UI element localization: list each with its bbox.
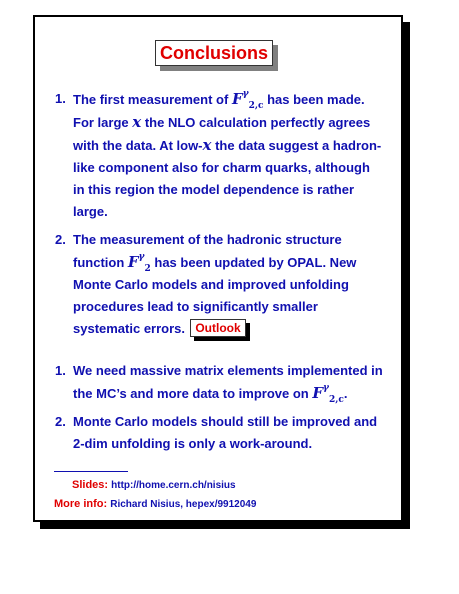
title-box <box>155 40 273 66</box>
math-base: F <box>312 384 323 402</box>
math-f2 <box>127 252 151 274</box>
outlook-title: Outlook <box>190 319 246 337</box>
list-item <box>55 88 385 223</box>
math-sub: 2,c <box>248 101 264 111</box>
footer-divider <box>54 471 128 472</box>
list-item <box>55 360 385 405</box>
slide-title: Conclusions <box>155 40 273 66</box>
item-text: the NLO calculation perfectly agrees with the data. At low- <box>73 115 371 153</box>
item-number: 2. <box>55 414 66 429</box>
item-text: The measurement of the hadronic structure function <box>73 232 342 270</box>
outlook-box <box>190 319 246 337</box>
list-item <box>55 411 385 455</box>
slides-link[interactable]: http://home.cern.ch/nisius <box>111 480 236 491</box>
item-text: We need massive matrix elements implemented in the MC’s and more data to improve on <box>73 363 383 401</box>
math-base: F <box>127 253 139 271</box>
outlook-list <box>55 360 385 461</box>
math-sup: γ <box>323 383 329 393</box>
more-info-label: More info: <box>54 498 108 510</box>
slides-line <box>72 479 236 491</box>
item-text: The first measurement of <box>73 92 229 107</box>
item-text: has been updated by OPAL. New Monte Carlo models and improved unfolding procedures lead to significantly smaller systematic errors. <box>73 255 357 336</box>
item-number: 1. <box>55 363 66 378</box>
math-x: x <box>202 136 212 154</box>
math-sup: γ <box>242 89 249 99</box>
slides-label: Slides: <box>72 479 109 491</box>
item-number: 1. <box>55 91 66 106</box>
item-text: the data suggest a hadron-like component also for charm quarks, although in this region the model dependence is rather large. <box>73 138 382 219</box>
math-f2c <box>231 89 264 111</box>
math-base: F <box>231 90 243 108</box>
item-text: Monte Carlo models should still be improved and 2-dim unfolding is only a work-around. <box>73 414 378 451</box>
item-text: . <box>343 386 348 401</box>
math-sub: 2 <box>144 264 151 274</box>
math-sub: 2,c <box>328 395 344 405</box>
more-info-line <box>54 498 256 510</box>
more-info-value: Richard Nisius, hepex/9912049 <box>110 499 257 510</box>
conclusions-list <box>55 88 385 346</box>
math-f2c <box>312 383 344 405</box>
math-x: x <box>132 113 142 131</box>
item-text: has been made. For large <box>73 92 365 130</box>
math-sup: γ <box>138 252 145 262</box>
item-number: 2. <box>55 232 66 247</box>
